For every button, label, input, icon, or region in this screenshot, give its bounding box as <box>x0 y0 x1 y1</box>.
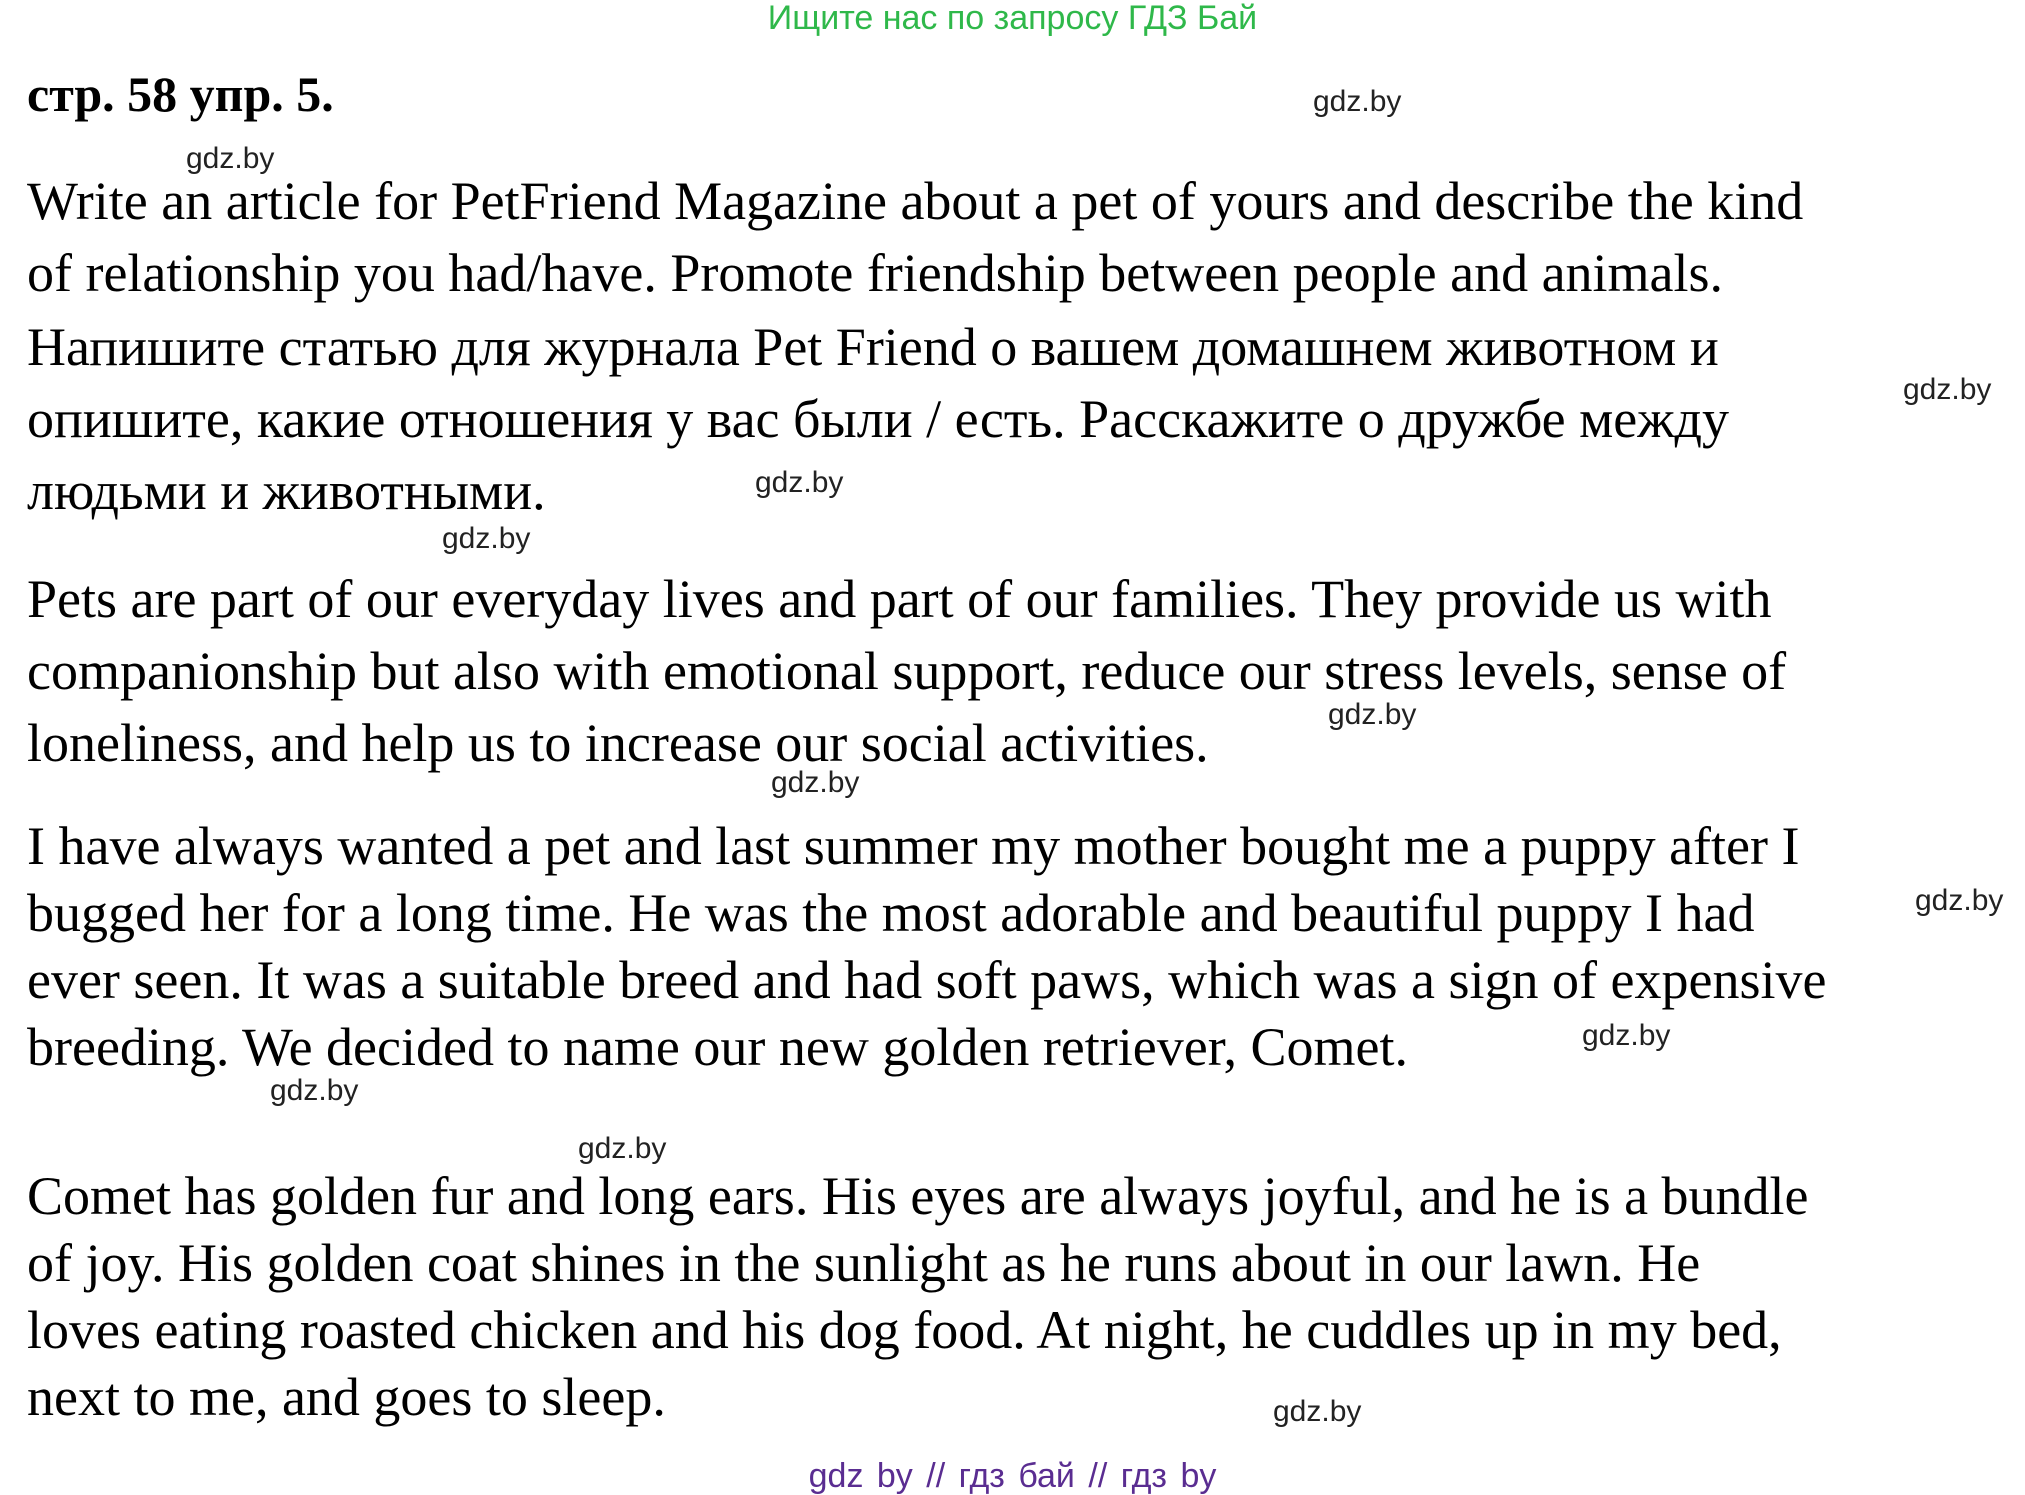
text-line: loves eating roasted chicken and his dog food. At night, he cuddles up in my bed, <box>27 1300 1782 1360</box>
watermark: gdz.by <box>1903 373 1992 406</box>
watermark: gdz.by <box>270 1074 359 1107</box>
text-line: bugged her for a long time. He was the most adorable and beautiful puppy I had <box>27 883 1755 943</box>
text-line: of joy. His golden coat shines in the sunlight as he runs about in our lawn. He <box>27 1233 1701 1293</box>
text-line: ever seen. It was a suitable breed and had soft paws, which was a sign of expensive <box>27 950 1827 1010</box>
text-line: Write an article for PetFriend Magazine about a pet of yours and describe the kind <box>27 171 1804 231</box>
watermark: gdz.by <box>1273 1395 1362 1428</box>
task-english <box>27 165 2017 309</box>
text-line: I have always wanted a pet and last summer my mother bought me a puppy after I <box>27 816 1800 876</box>
paragraph-puppy <box>27 813 2017 1081</box>
paragraph-comet <box>27 1163 2017 1431</box>
watermark: gdz.by <box>1915 884 2004 917</box>
text-line: loneliness, and help us to increase our social activities. <box>27 713 1209 773</box>
watermark: gdz.by <box>755 466 844 499</box>
watermark: gdz.by <box>1313 85 1402 118</box>
footer-links: gdz by // гдз бай // гдз by <box>808 1457 1217 1495</box>
watermark: gdz.by <box>1582 1019 1671 1052</box>
watermark: gdz.by <box>771 766 860 799</box>
paragraph-pets <box>27 563 2017 779</box>
text-line: breeding. We decided to name our new golden retriever, Comet. <box>27 1017 1409 1077</box>
page-heading: стр. 58 упр. 5. <box>27 66 334 122</box>
task-russian <box>27 311 2017 527</box>
text-line: Pets are part of our everyday lives and part of our families. They provide us with <box>27 569 1772 629</box>
text-line: companionship but also with emotional support, reduce our stress levels, sense of <box>27 641 1787 701</box>
top-banner: Ищите нас по запросу ГДЗ Бай <box>767 0 1258 37</box>
watermark: gdz.by <box>186 142 275 175</box>
watermark: gdz.by <box>1328 698 1417 731</box>
text-line: опишите, какие отношения у вас были / есть. Расскажите о дружбе между <box>27 389 1730 449</box>
text-line: of relationship you had/have. Promote friendship between people and animals. <box>27 243 1724 303</box>
watermark: gdz.by <box>578 1132 667 1165</box>
text-line: Comet has golden fur and long ears. His eyes are always joyful, and he is a bundle <box>27 1166 1809 1226</box>
watermark: gdz.by <box>442 522 531 555</box>
text-line: людьми и животными. <box>27 461 546 521</box>
text-line: Напишите статью для журнала Pet Friend о вашем домашнем животном и <box>27 317 1719 377</box>
text-line: next to me, and goes to sleep. <box>27 1367 666 1427</box>
